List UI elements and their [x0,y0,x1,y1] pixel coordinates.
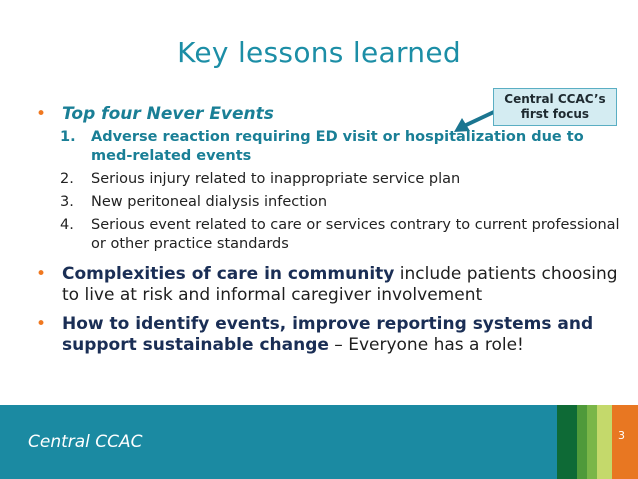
bullet-icon: • [36,264,47,284]
bullet-strong-text: Complexities of care in community [62,264,395,284]
footer-org-name: Central CCAC [28,432,143,452]
bullet-heading: Top four Never Events [62,104,274,124]
footer-stripe [612,405,638,479]
footer-stripe [597,405,612,479]
list-item-number: 4. [60,217,74,233]
bullet-icon: • [36,314,47,334]
list-item-number: 3. [60,194,74,210]
list-item-text: Serious event related to care or services contrary to current professional or other practice standards [91,217,620,252]
bullet-identify-events [36,314,626,356]
list-item [60,216,626,254]
bullet-never-events [36,104,626,125]
bullet-text: – Everyone has a role! [328,335,524,355]
footer-stripe [577,405,587,479]
footer-stripe [557,405,577,479]
list-item-number: 1. [60,129,76,145]
list-item [60,128,626,166]
slide-title: Key lessons learned [177,36,461,69]
bullet-icon: • [36,104,47,124]
bullet-text: include patients choosing to live at risk and informal caregiver involvement [62,264,618,305]
bullet-strong-text: How to identify events, improve reporting systems and support sustainable change [62,314,594,355]
list-item-text: Adverse reaction requiring ED visit or hospitalization due to med-related events [91,129,584,164]
footer-band [0,405,638,479]
page-number: 3 [618,429,625,442]
list-item [60,170,626,189]
bullet-list [36,104,626,356]
list-item-text: Serious injury related to inappropriate service plan [91,171,461,187]
list-item-number: 2. [60,171,74,187]
bullet-complexities [36,264,626,306]
callout-line-1: Central CCAC’s [504,92,606,106]
list-item-text: New peritoneal dialysis infection [91,194,328,210]
callout-line-2: first focus [520,107,590,121]
footer-stripe [587,405,597,479]
never-events-list [60,128,626,254]
list-item [60,193,626,212]
